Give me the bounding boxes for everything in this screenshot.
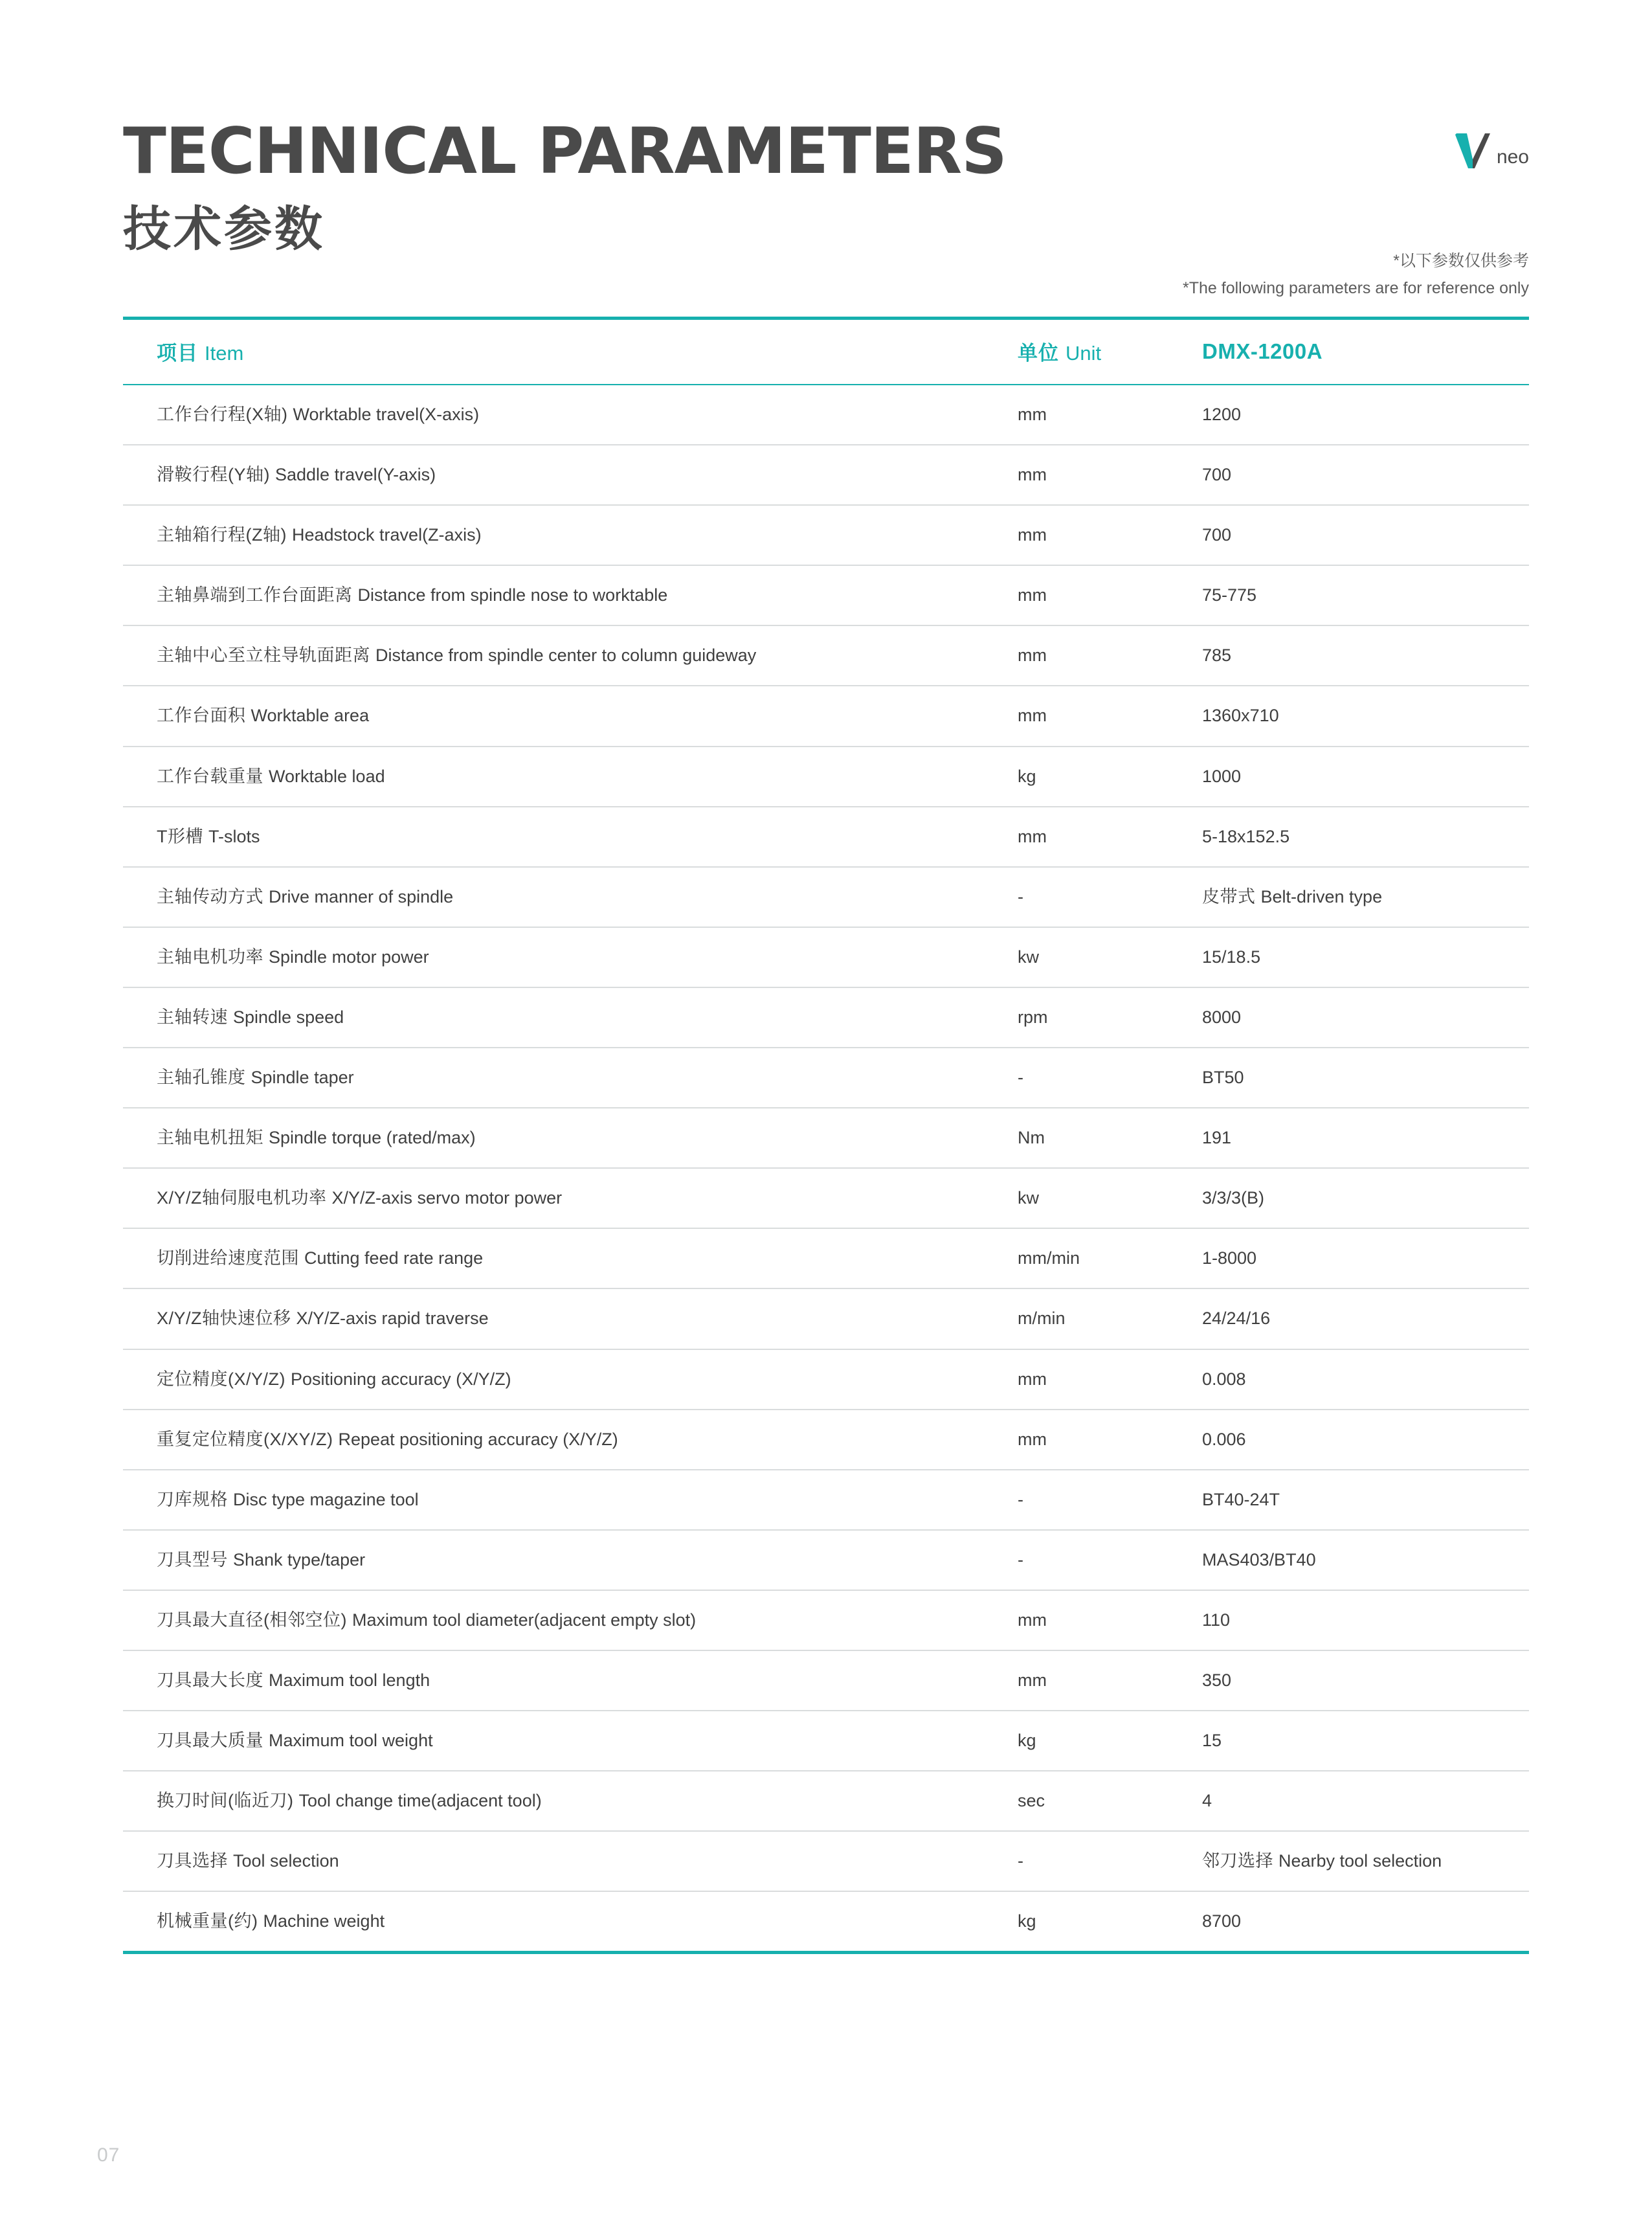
cell-item-chinese: 滑鞍行程(Y轴) (157, 465, 270, 485)
cell-item-english: Repeat positioning accuracy (X/Y/Z) (338, 1429, 618, 1449)
page-title-english: TECHNICAL PARAMETERS (123, 115, 1007, 188)
cell-item-chinese: 定位精度(X/Y/Z) (157, 1369, 285, 1389)
cell-value-english: Belt-driven type (1260, 886, 1383, 906)
cell-item-english: Spindle motor power (269, 947, 429, 967)
table-row (123, 1831, 1529, 1891)
cell-unit: Nm (984, 1108, 1168, 1168)
cell-unit: mm (984, 505, 1168, 565)
cell-item-chinese: 刀具选择 (157, 1851, 228, 1871)
cell-value: 700 (1168, 445, 1529, 505)
cell-item-english: Shank type/taper (233, 1549, 366, 1569)
cell-item (123, 747, 984, 807)
cell-value: 0.006 (1168, 1410, 1529, 1470)
cell-item-english: Cutting feed rate range (304, 1248, 484, 1268)
table-row (123, 1771, 1529, 1831)
table-row (123, 445, 1529, 505)
page-header (123, 0, 1529, 297)
table-row (123, 686, 1529, 746)
page-title-chinese: 技术参数 (123, 202, 325, 256)
cell-item (123, 927, 984, 987)
cell-value: 0.008 (1168, 1349, 1529, 1410)
cell-value: 785 (1168, 625, 1529, 686)
cell-item (123, 1831, 984, 1891)
column-header-unit-chinese: 单位 (1018, 342, 1059, 365)
cell-item (123, 565, 984, 625)
cell-item-english: X/Y/Z-axis servo motor power (331, 1188, 563, 1208)
cell-unit: kg (984, 747, 1168, 807)
cell-unit: mm (984, 1349, 1168, 1410)
cell-item-english: Distance from spindle center to column guideway (375, 646, 757, 666)
cell-value-chinese: 皮带式 (1202, 886, 1256, 906)
cell-unit: mm (984, 385, 1168, 445)
cell-value: 110 (1168, 1590, 1529, 1650)
cell-item (123, 625, 984, 686)
cell-item (123, 1711, 984, 1771)
cell-item (123, 1590, 984, 1650)
table-row (123, 807, 1529, 867)
cell-value: BT50 (1168, 1048, 1529, 1108)
cell-value: 1360x710 (1168, 686, 1529, 746)
table-row (123, 1470, 1529, 1530)
cell-item-chinese: 刀库规格 (157, 1489, 228, 1509)
cell-item-english: Worktable load (269, 766, 385, 786)
table-row (123, 1650, 1529, 1711)
cell-unit: mm (984, 565, 1168, 625)
reference-note-chinese: *以下参数仅供参考 (1393, 252, 1529, 270)
cell-item-english: Spindle taper (251, 1068, 354, 1088)
cell-item-english: Worktable area (251, 706, 370, 726)
cell-value (1168, 867, 1529, 927)
column-header-unit (984, 319, 1168, 385)
cell-item-english: Tool change time(adjacent tool) (298, 1791, 542, 1811)
cell-unit: mm (984, 1650, 1168, 1711)
cell-unit: mm (984, 445, 1168, 505)
cell-unit: - (984, 1048, 1168, 1108)
table-row (123, 1108, 1529, 1168)
cell-unit: m/min (984, 1288, 1168, 1349)
table-row (123, 1410, 1529, 1470)
cell-item-chinese: X/Y/Z轴快速位移 (157, 1309, 291, 1329)
cell-item-chinese: 主轴中心至立柱导轨面距离 (157, 646, 370, 666)
cell-item-english: X/Y/Z-axis rapid traverse (296, 1309, 489, 1329)
v-mark-icon (1453, 129, 1493, 170)
cell-value: 1-8000 (1168, 1228, 1529, 1288)
cell-unit: - (984, 1470, 1168, 1530)
table-row (123, 867, 1529, 927)
cell-item-chinese: 机械重量(约) (157, 1911, 258, 1931)
cell-item-chinese: 刀具最大直径(相邻空位) (157, 1610, 347, 1630)
cell-item-english: Maximum tool diameter(adjacent empty slot) (352, 1610, 697, 1630)
cell-unit: mm (984, 686, 1168, 746)
cell-unit: kw (984, 1168, 1168, 1228)
cell-item-english: T-slots (208, 826, 260, 846)
cell-item (123, 807, 984, 867)
table-header (123, 319, 1529, 385)
table-row (123, 747, 1529, 807)
table-row (123, 1711, 1529, 1771)
page-number: 07 (97, 2144, 120, 2166)
table-row (123, 927, 1529, 987)
table-row (123, 625, 1529, 686)
cell-item-chinese: 主轴箱行程(Z轴) (157, 525, 287, 545)
cell-value: BT40-24T (1168, 1470, 1529, 1530)
cell-value: 5-18x152.5 (1168, 807, 1529, 867)
cell-item (123, 1349, 984, 1410)
cell-item-chinese: 刀具最大长度 (157, 1670, 263, 1690)
cell-item (123, 867, 984, 927)
cell-unit: kw (984, 927, 1168, 987)
cell-item (123, 1108, 984, 1168)
cell-value-chinese: 邻刀选择 (1202, 1851, 1273, 1871)
table-row (123, 1168, 1529, 1228)
cell-item-chinese: 主轴传动方式 (157, 886, 263, 906)
cell-value: 15/18.5 (1168, 927, 1529, 987)
column-header-unit-english: Unit (1066, 342, 1102, 365)
cell-item-chinese: 刀具型号 (157, 1549, 228, 1569)
cell-item-english: Tool selection (233, 1851, 339, 1871)
cell-item-english: Distance from spindle nose to worktable (357, 585, 668, 605)
table-row (123, 1530, 1529, 1590)
cell-item (123, 1891, 984, 1953)
cell-item-english: Machine weight (263, 1911, 385, 1931)
cell-item-english: Maximum tool length (269, 1670, 430, 1690)
cell-value: 1200 (1168, 385, 1529, 445)
cell-value: 3/3/3(B) (1168, 1168, 1529, 1228)
cell-item-english: Spindle torque (rated/max) (269, 1128, 476, 1148)
cell-item-chinese: 工作台面积 (157, 706, 246, 726)
column-header-model (1168, 319, 1529, 385)
cell-unit: mm (984, 807, 1168, 867)
cell-item-chinese: X/Y/Z轴伺服电机功率 (157, 1188, 327, 1208)
cell-item-english: Drive manner of spindle (269, 886, 454, 906)
cell-value: 1000 (1168, 747, 1529, 807)
reference-note-english: *The following parameters are for reference only (1183, 278, 1529, 297)
cell-item-english: Spindle speed (233, 1007, 344, 1027)
table-row (123, 1288, 1529, 1349)
cell-unit: kg (984, 1711, 1168, 1771)
cell-item-chinese: 刀具最大质量 (157, 1731, 263, 1751)
cell-value: 15 (1168, 1711, 1529, 1771)
cell-item (123, 686, 984, 746)
cell-item-chinese: 重复定位精度(X/XY/Z) (157, 1429, 333, 1449)
cell-item (123, 1650, 984, 1711)
table-row (123, 1228, 1529, 1288)
table-row (123, 987, 1529, 1048)
cell-unit: - (984, 1530, 1168, 1590)
table-row (123, 1349, 1529, 1410)
cell-unit: - (984, 1831, 1168, 1891)
cell-value: 191 (1168, 1108, 1529, 1168)
cell-item-chinese: 主轴电机功率 (157, 947, 263, 967)
cell-item-english: Maximum tool weight (269, 1731, 433, 1751)
specifications-table (123, 317, 1529, 1954)
cell-value: 700 (1168, 505, 1529, 565)
specifications-table-wrapper (123, 317, 1529, 1954)
table-row (123, 1048, 1529, 1108)
cell-item-chinese: 换刀时间(临近刀) (157, 1791, 294, 1811)
table-row (123, 1891, 1529, 1953)
cell-value: 75-775 (1168, 565, 1529, 625)
cell-item (123, 1168, 984, 1228)
cell-item-english: Worktable travel(X-axis) (293, 405, 480, 424)
cell-item (123, 1288, 984, 1349)
cell-item-chinese: 主轴转速 (157, 1007, 228, 1027)
cell-item-english: Saddle travel(Y-axis) (275, 465, 436, 485)
cell-unit: mm (984, 1590, 1168, 1650)
cell-item-chinese: 主轴电机扭矩 (157, 1128, 263, 1148)
cell-item-english: Disc type magazine tool (233, 1489, 419, 1509)
cell-value (1168, 1831, 1529, 1891)
cell-unit: - (984, 867, 1168, 927)
table-header-row (123, 319, 1529, 385)
table-row (123, 1590, 1529, 1650)
cell-item (123, 385, 984, 445)
cell-item-chinese: 切削进给速度范围 (157, 1248, 299, 1268)
cell-item-chinese: 工作台载重量 (157, 766, 263, 786)
column-header-item-english: Item (205, 342, 244, 365)
table-row (123, 505, 1529, 565)
reference-note (1183, 249, 1529, 300)
cell-item (123, 1228, 984, 1288)
cell-item-english: Headstock travel(Z-axis) (291, 525, 482, 545)
cell-value-english: Nearby tool selection (1278, 1851, 1442, 1871)
cell-value: 8700 (1168, 1891, 1529, 1953)
cell-unit: kg (984, 1891, 1168, 1953)
brand-logo-text: neo (1496, 146, 1529, 168)
cell-unit: sec (984, 1771, 1168, 1831)
column-header-item-chinese: 项目 (157, 342, 198, 365)
cell-value: MAS403/BT40 (1168, 1530, 1529, 1590)
cell-unit: rpm (984, 987, 1168, 1048)
cell-item (123, 1530, 984, 1590)
cell-item (123, 505, 984, 565)
cell-item-chinese: 主轴鼻端到工作台面距离 (157, 585, 353, 605)
cell-item (123, 1048, 984, 1108)
cell-unit: mm/min (984, 1228, 1168, 1288)
table-row (123, 565, 1529, 625)
column-header-model-label: DMX-1200A (1202, 339, 1323, 363)
cell-item (123, 1470, 984, 1530)
cell-value: 350 (1168, 1650, 1529, 1711)
cell-item (123, 445, 984, 505)
cell-value: 24/24/16 (1168, 1288, 1529, 1349)
cell-item (123, 1771, 984, 1831)
cell-value: 8000 (1168, 987, 1529, 1048)
cell-item-chinese: 主轴孔锥度 (157, 1068, 246, 1088)
table-body (123, 385, 1529, 1953)
cell-item-english: Positioning accuracy (X/Y/Z) (291, 1369, 511, 1389)
cell-value: 4 (1168, 1771, 1529, 1831)
brand-logo (1453, 129, 1529, 170)
table-row (123, 385, 1529, 445)
cell-item-chinese: T形槽 (157, 826, 203, 846)
cell-unit: mm (984, 625, 1168, 686)
cell-item (123, 1410, 984, 1470)
cell-item-chinese: 工作台行程(X轴) (157, 405, 288, 424)
column-header-item (123, 319, 984, 385)
cell-item (123, 987, 984, 1048)
cell-unit: mm (984, 1410, 1168, 1470)
